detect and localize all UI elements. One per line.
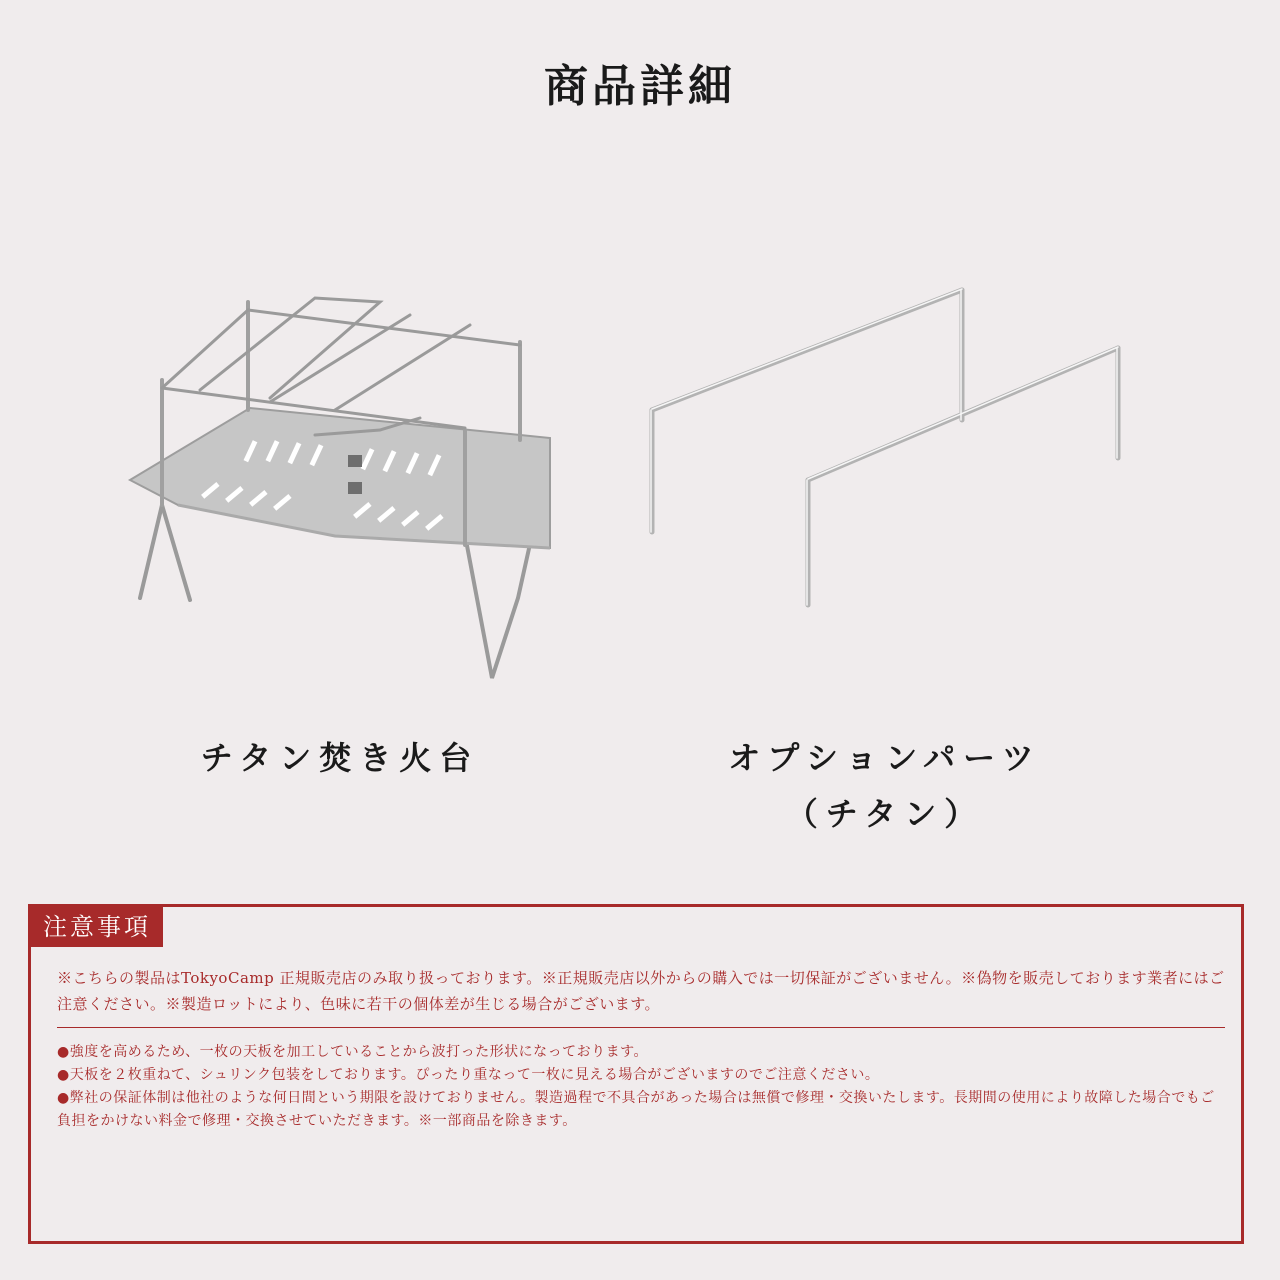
notice-main-text: ※こちらの製品はTokyoCamp 正規販売店のみ取り扱っております。※正規販売店以外からの購入では一切保証がございません。※偽物を販売しております業者にはご注意ください。※製造ロットにより、色味に若干の個体差が生じる場合がございます。 [57,969,1225,1013]
notice-divider [57,1027,1225,1028]
notice-box [28,904,1244,1244]
notice-bullet-1: ●強度を高めるため、一枚の天板を加工していることから波打った形状になっております。 [57,1044,649,1060]
titanium-fire-stand-image [120,280,560,690]
option-parts-label-line2: （チタン） [785,795,985,833]
option-parts-label [680,730,1090,842]
option-parts-label-line1: オプションパーツ [728,739,1042,777]
option-parts-bars-image [630,270,1150,630]
notice-bullet-2: ●天板を２枚重ねて、シュリンク包装をしております。ぴったり重なって一枚に見える場合がございますのでご注意ください。 [57,1067,880,1083]
fire-stand-label-text: チタン焚き火台 [200,739,480,777]
notice-heading: 注意事項 [31,907,163,947]
notice-bullet-3: ●弊社の保証体制は他社のような何日間という期限を設けておりません。製造過程で不具合があった場合は無償で修理・交換いたします。長期間の使用により故障した場合でもご負担をかけない料金で修理・交換させていただきます。※一部商品を除きます。 [57,1090,1215,1129]
page-title: 商品詳細 [544,61,736,112]
fire-stand-label [140,730,540,786]
notice-bullet-list [57,1041,1227,1133]
